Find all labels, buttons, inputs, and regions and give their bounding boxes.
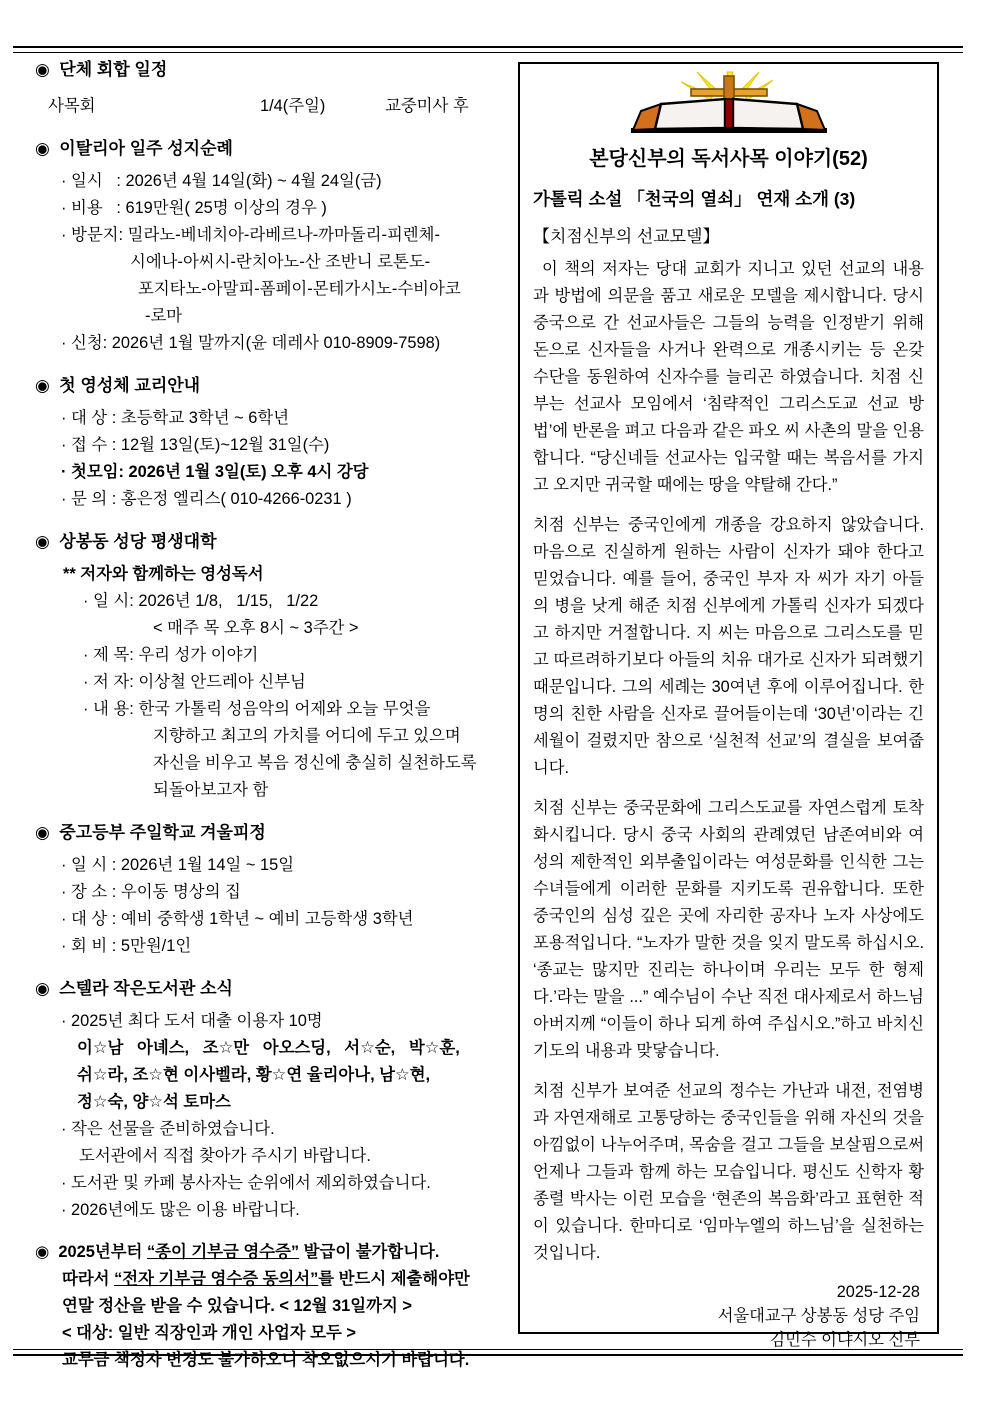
- essay-paragraph: 치점 신부가 보여준 선교의 정수는 가난과 내전, 전염병과 자연재해로 고통당하는 중국인들을 위해 자신의 것을 아낌없이 나누어주며, 목숨을 걸고 그들을 보살핌으로써 언제나 그들과 함께 하는 모습입니다. 평신도 신학자 황종렬 박사는 이런 모습을 ‘현존의 복음화’라고 표현한 적이 있습니다. 한마디로 ‘임마누엘의 하느님’을 실천하는 것입니다.: [533, 1082, 924, 1262]
- notice-text: ◉ 2025년부터: [35, 1243, 147, 1261]
- section-title: ◉ 첫 영성체 교리안내: [35, 376, 201, 395]
- line: · 문 의 : 홍은정 엘리스( 010-4266-0231 ): [61, 490, 352, 508]
- section-title: ◉ 이탈리아 일주 성지순례: [35, 139, 233, 158]
- notice-text: 따라서: [62, 1270, 115, 1288]
- line-top-borrowers: 정☆숙, 양☆석 토마스: [77, 1093, 231, 1111]
- line: · 대 상 : 초등학교 3학년 ~ 6학년: [61, 409, 290, 427]
- signature-priest: 김민수 이냐시오 신부: [769, 1331, 920, 1349]
- panel-title: 본당신부의 독서사목 이야기(52): [589, 148, 868, 170]
- subheading-spiritual-reading: ** 저자와 함께하는 영성독서: [63, 565, 264, 583]
- line: · 작은 선물을 준비하였습니다.: [61, 1120, 275, 1138]
- line: · 2025년 최다 도서 대출 이용자 10명: [61, 1012, 323, 1030]
- line: · 방문지: 밀라노-베네치아-라베르나-까마돌리-피렌체-: [61, 226, 440, 244]
- section-title: ◉ 단체 회합 일정: [35, 60, 168, 79]
- line-top-borrowers: 쉬☆라, 조☆현 이사벨라, 황☆연 율리아나, 남☆현,: [77, 1066, 431, 1084]
- notice-line: [35, 1239, 511, 1266]
- notice-line: [35, 1266, 511, 1293]
- line: -로마: [145, 307, 183, 325]
- notice-line: 교무금 책정자 변경도 불가하오니 착오없으시기 바랍니다.: [62, 1351, 470, 1369]
- signature-date: 2025-12-28: [836, 1283, 920, 1301]
- essay-paragraph: 치점 신부는 중국인에게 개종을 강요하지 않았습니다. 마음으로 진실하게 원하는 사람이 신자가 돼야 한다고 믿었습니다. 예를 들어, 중국인 부자 자 씨가 자기 아들의 병을 낫게 해준 치점 신부에게 가톨릭 신자가 되겠다고 하지만 거절합니다. 지 씨는 마음으로 그리스도를 믿고 따르려하기보다 아들의 치유 대가로 신자가 되려했기 때문입니다. 그의 세례는 30여년 후에 이루어집니다. 한 명의 친한 사람을 신자로 끌어들이는데 ‘30년’이라는 긴 세월이 걸렸지만 참으로 ‘실천적 선교’의 결실을 보여줍니다.: [533, 516, 924, 777]
- line: < 매주 목 오후 8시 ~ 3주간 >: [153, 619, 359, 637]
- page-top-double-rule: [13, 46, 963, 53]
- line: · 비용 : 619만원( 25명 이상의 경우 ): [61, 199, 327, 217]
- line: · 접 수 : 12월 13일(토)~12월 31일(수): [61, 436, 330, 454]
- notice-text: 발급이 불가합니다.: [299, 1243, 440, 1261]
- signature-block: [533, 1280, 924, 1352]
- notice-text: 를 반드시 제출해야만: [318, 1270, 470, 1288]
- panel-subtitle: 가톨릭 소설 「천국의 열쇠」 연재 소개 (3): [533, 189, 856, 209]
- panel-section-heading: 【치점신부의 선교모델】: [533, 227, 720, 246]
- notice-underlined-e-consent: “전자 기부금 영수증 동의서”: [114, 1270, 319, 1288]
- line: · 일시 : 2026년 4월 14일(화) ~ 4월 24일(금): [61, 172, 382, 190]
- line: · 일 시 : 2026년 1월 14일 ~ 15일: [61, 856, 295, 874]
- section-winter-retreat: [35, 819, 511, 960]
- notice-underlined-paper-receipt: “종이 기부금 영수증”: [146, 1243, 300, 1261]
- line: 도서관에서 직접 찾아가 주시기 바랍니다.: [79, 1147, 371, 1165]
- section-donation-receipt-notice: [35, 1239, 511, 1374]
- section-italy-pilgrimage: [35, 135, 511, 357]
- line: · 장 소 : 우이동 명상의 집: [61, 883, 241, 901]
- notice-line: 연말 정산을 받을 수 있습니다. < 12월 31일까지 >: [62, 1297, 412, 1315]
- meeting-name: 사목회: [48, 97, 96, 115]
- line-first-meeting: · 첫모임: 2026년 1월 3일(토) 오후 4시 강당: [61, 463, 369, 481]
- line: 되돌아보고자 함: [153, 781, 269, 799]
- line: 지향하고 최고의 가치를 어디에 두고 있으며: [153, 727, 461, 745]
- signature-parish: 서울대교구 상봉동 성당 주임: [717, 1307, 920, 1325]
- section-title: ◉ 상봉동 성당 평생대학: [35, 532, 217, 551]
- left-column: [35, 56, 511, 1389]
- section-title: ◉ 스텔라 작은도서관 소식: [35, 979, 233, 998]
- line: 시에나-아씨시-란치아노-산 조반니 로톤도-: [130, 253, 431, 271]
- meeting-time: 교중미사 후: [385, 97, 469, 115]
- section-meeting-schedule: [35, 56, 511, 120]
- essay-paragraph: 이 책의 저자는 당대 교회가 지니고 있던 선교의 내용과 방법에 의문을 품고 새로운 모델을 제시합니다. 당시 중국으로 간 선교사들은 그들의 능력을 인정받기 위해 돈으로 신자들을 사거나 완력으로 개종시키는 등 온갖 수단을 동원하여 신자수를 늘리곤 하였습니다. 치점 신부는 선교사 모임에서 ‘침략적인 그리스도교 선교 방법’에 반론을 펴고 다음과 같은 파오 씨 사촌의 말을 인용합니다. “당신네들 선교사는 입국할 때는 복음서를 가지고 오지만 귀국할 때에는 땅을 약탈해 간다.”: [533, 260, 924, 494]
- section-stella-library: [35, 975, 511, 1224]
- line: 포지타노-아말피-폼페이-몬테가시노-수비아코: [138, 280, 461, 298]
- section-title: ◉ 중고등부 주일학교 겨울피정: [35, 823, 266, 842]
- section-first-communion: [35, 372, 511, 513]
- meeting-date: 1/4(주일): [260, 97, 326, 115]
- line: · 저 자: 이상철 안드레아 신부님: [83, 673, 306, 691]
- line: · 2026년에도 많은 이용 바랍니다.: [61, 1201, 300, 1219]
- reading-ministry-panel: [518, 62, 939, 1349]
- line: · 제 목: 우리 성가 이야기: [83, 646, 259, 664]
- section-lifelong-college: [35, 528, 511, 804]
- essay-paragraph: 치점 신부는 중국문화에 그리스도교를 자연스럽게 토착화시킵니다. 당시 중국 사회의 관례였던 남존여비와 여성의 제한적인 외부출입이라는 여성문화를 인식한 그는 수녀들에게 이러한 문화를 지키도록 권유합니다. 또한 중국인의 심성 깊은 곳에 자리한 공자나 노자 사상에도 포용적입니다. “노자가 말한 것을 잊지 말도록 하십시오. ‘종교는 많지만 진리는 하나이며 우리는 모두 한 형제다.’라는 말을 ...” 예수님이 수난 직전 대사제로서 하느님 아버지께 “이들이 하나 되게 하여 주십시오.”하고 바치신 기도의 내용과 맞닿습니다.: [533, 799, 924, 1060]
- meeting-row: [35, 93, 511, 120]
- line: · 회 비 : 5만원/1인: [61, 937, 192, 955]
- line: 자신을 비우고 복음 정신에 충실히 실천하도록: [153, 754, 477, 772]
- line: · 일 시: 2026년 1/8, 1/15, 1/22: [83, 592, 319, 610]
- line-top-borrowers: 이☆남 아녜스, 조☆만 아오스딩, 서☆순, 박☆훈,: [77, 1039, 460, 1057]
- line: · 도서관 및 카페 봉사자는 순위에서 제외하였습니다.: [61, 1174, 431, 1192]
- open-book-cross-icon: [533, 72, 924, 136]
- line: · 대 상 : 예비 중학생 1학년 ~ 예비 고등학생 3학년: [61, 910, 414, 928]
- notice-line: < 대상: 일반 직장인과 개인 사업자 모두 >: [62, 1324, 356, 1342]
- line: · 신청: 2026년 1월 말까지(윤 데레사 010-8909-7598): [61, 334, 441, 352]
- line: · 내 용: 한국 가톨릭 성음악의 어제와 오늘 무엇을: [83, 700, 431, 718]
